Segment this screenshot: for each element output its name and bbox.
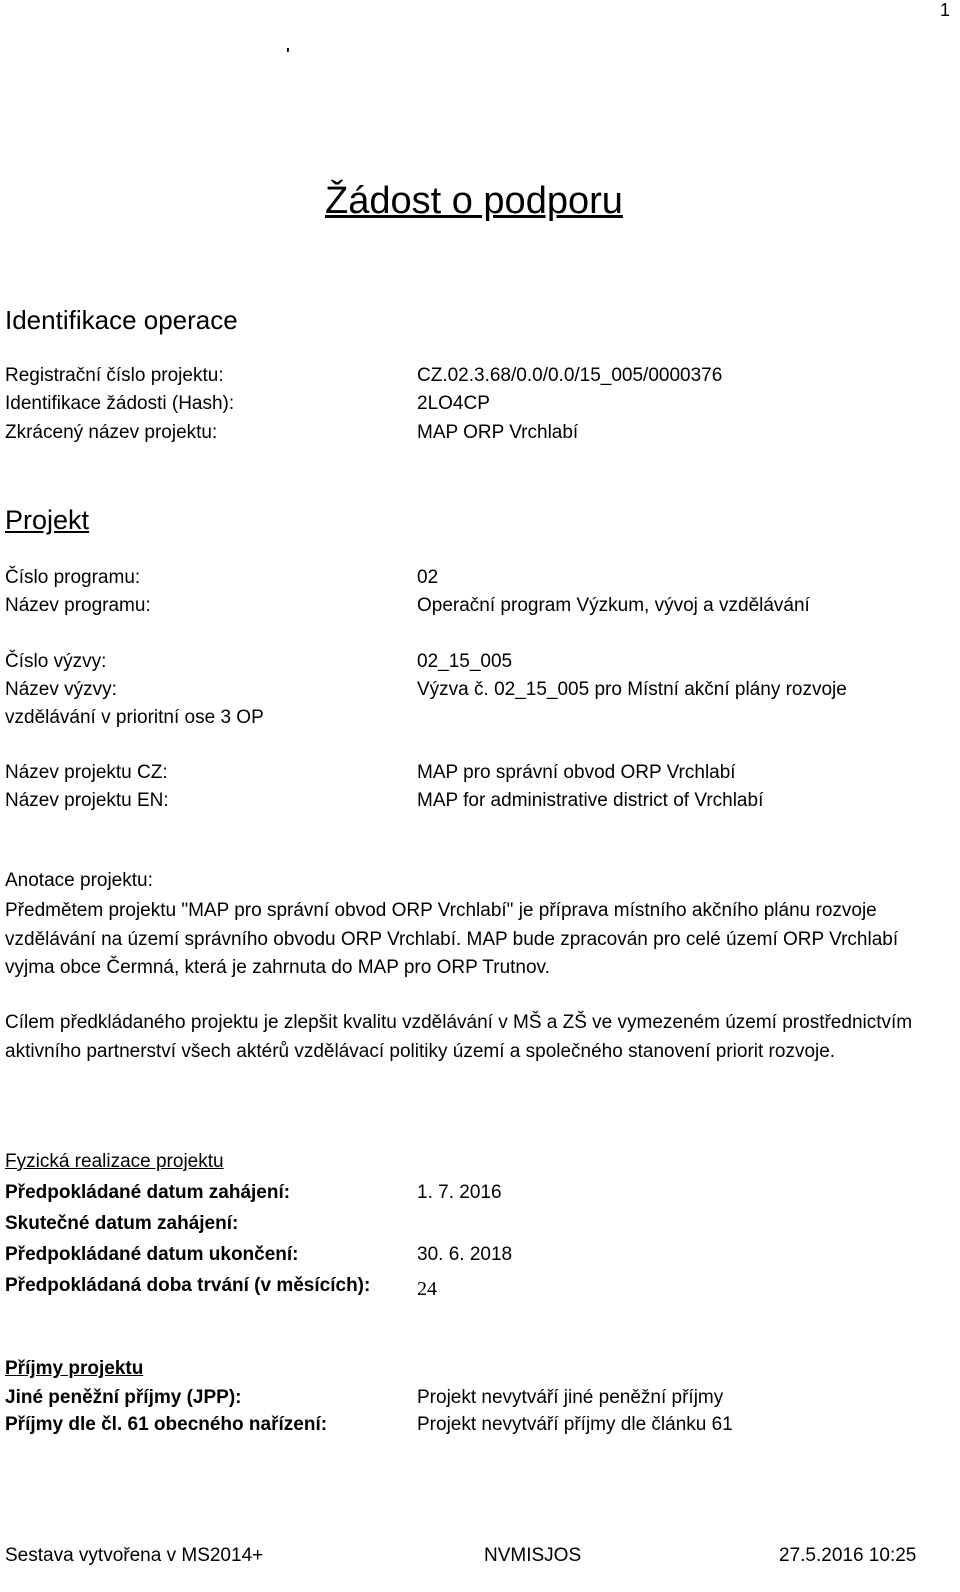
planned-end-label: Předpokládané datum ukončení: bbox=[5, 1244, 299, 1265]
project-name-en-value: MAP for administrative district of Vrchlabí bbox=[417, 790, 764, 811]
realization-heading: Fyzická realizace projektu bbox=[5, 1151, 224, 1172]
registration-number-label: Registrační číslo projektu: bbox=[5, 365, 224, 386]
art61-income-value: Projekt nevytváří příjmy dle článku 61 bbox=[417, 1414, 733, 1435]
short-name-value: MAP ORP Vrchlabí bbox=[417, 422, 579, 443]
actual-start-label: Skutečné datum zahájení: bbox=[5, 1213, 239, 1234]
project-heading: Projekt bbox=[5, 505, 90, 535]
other-income-label: Jiné peněžní příjmy (JPP): bbox=[5, 1387, 242, 1408]
footer-system: NVMISJOS bbox=[484, 1545, 582, 1566]
annotation-heading: Anotace projektu: bbox=[5, 870, 153, 891]
call-name-value: Výzva č. 02_15_005 pro Místní akční plány rozvoje bbox=[417, 679, 847, 700]
call-number-label: Číslo výzvy: bbox=[5, 651, 107, 672]
other-income-value: Projekt nevytváří jiné peněžní příjmy bbox=[417, 1387, 724, 1408]
project-name-cz-value: MAP pro správní obvod ORP Vrchlabí bbox=[417, 762, 736, 783]
short-name-label: Zkrácený název projektu: bbox=[5, 422, 218, 443]
call-name-continuation: vzdělávání v prioritní ose 3 OP bbox=[5, 707, 264, 728]
document-title: Žádost o podporu bbox=[325, 180, 623, 222]
planned-start-value: 1. 7. 2016 bbox=[417, 1182, 502, 1203]
program-number-label: Číslo programu: bbox=[5, 567, 141, 588]
identification-heading: Identifikace operace bbox=[5, 305, 238, 335]
program-number-value: 02 bbox=[417, 567, 439, 588]
project-name-en-label: Název projektu EN: bbox=[5, 790, 169, 811]
income-heading: Příjmy projektu bbox=[5, 1358, 144, 1379]
annotation-paragraph-1: Předmětem projektu "MAP pro správní obvod ORP Vrchlabí" je příprava místního akčního plánu rozvoje vzdělávání na území správního obvodu ORP Vrchlabí. MAP bude zpracován pro celé území ORP Vrchlabí vyjma obce Čermná, která je zahrnuta do MAP pro ORP Trutnov. bbox=[5, 900, 899, 978]
program-name-value: Operační program Výzkum, vývoj a vzdělávání bbox=[417, 595, 810, 616]
planned-start-label: Předpokládané datum zahájení: bbox=[5, 1182, 291, 1203]
registration-number-value: CZ.02.3.68/0.0/0.0/15_005/0000376 bbox=[417, 365, 723, 386]
call-name-label: Název výzvy: bbox=[5, 679, 117, 700]
planned-end-value: 30. 6. 2018 bbox=[417, 1244, 513, 1265]
annotation-paragraph-2: Cílem předkládaného projektu je zlepšit kvalitu vzdělávání v MŠ a ZŠ ve vymezeném území prostřednictvím aktivního partnerství všech aktérů vzdělávací politiky území a společného stanovení priorit rozvoje. bbox=[5, 1012, 913, 1062]
call-number-value: 02_15_005 bbox=[417, 651, 513, 672]
project-name-cz-label: Název projektu CZ: bbox=[5, 762, 168, 783]
top-mark: ' bbox=[286, 46, 290, 63]
footer-timestamp: 27.5.2016 10:25 bbox=[779, 1545, 917, 1566]
footer-created: Sestava vytvořena v MS2014+ bbox=[5, 1545, 264, 1566]
program-name-label: Název programu: bbox=[5, 595, 151, 616]
hash-label: Identifikace žádosti (Hash): bbox=[5, 393, 235, 414]
page-number: 1 bbox=[939, 0, 950, 20]
duration-value: 24 bbox=[417, 1278, 437, 1300]
duration-label: Předpokládaná doba trvání (v měsících): bbox=[5, 1275, 371, 1296]
hash-value: 2LO4CP bbox=[417, 393, 490, 414]
art61-income-label: Příjmy dle čl. 61 obecného nařízení: bbox=[5, 1414, 328, 1435]
